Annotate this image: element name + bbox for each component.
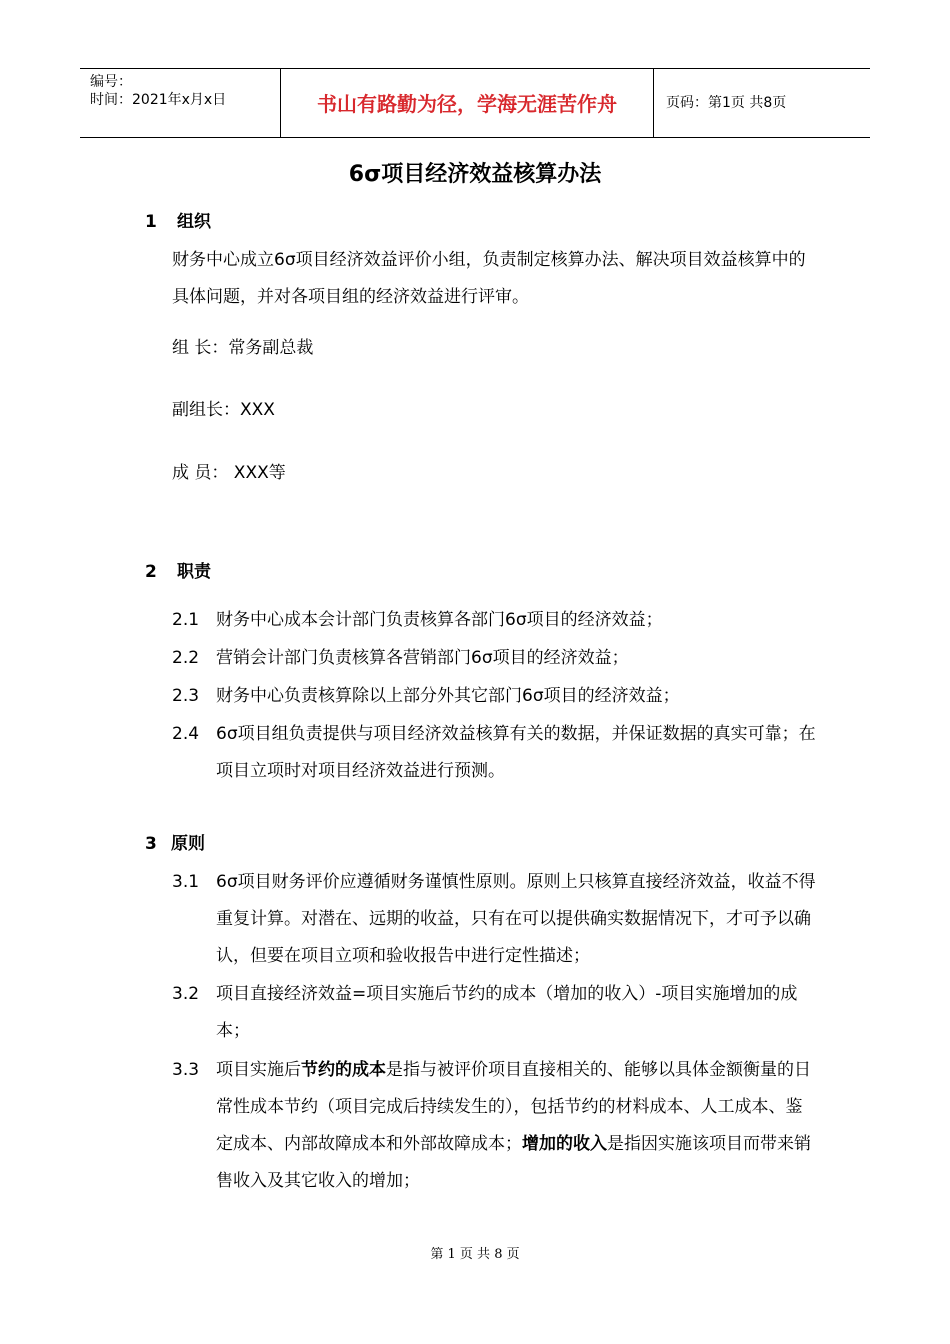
- header-motto-cell: [281, 69, 654, 137]
- list-item: [172, 602, 817, 639]
- list-item: [172, 678, 817, 715]
- item-number: 3.2: [172, 984, 200, 1004]
- text-run: 项目实施后: [216, 1060, 301, 1080]
- section-number: 3: [145, 834, 157, 854]
- document-title: 6σ项目经济效益核算办法: [348, 162, 602, 187]
- header-info-cell: [80, 69, 281, 137]
- leader-line: 组 长：常务副总裁: [172, 338, 314, 358]
- section-title: 原则: [171, 834, 205, 854]
- paragraph: 财务中心成立6σ项目经济效益评价小组，负责制定核算办法、解决项目效益核算中的具体问题，并对各项目组的经济效益进行评审。: [172, 250, 806, 307]
- section-number: 1: [145, 212, 157, 232]
- text-run: 是指因实施该项目而带来销售收入及其它收入的增加；: [216, 1134, 811, 1191]
- item-text: 6σ项目组负责提供与项目经济效益核算有关的数据，并保证数据的真实可靠；在项目立项时对项目经济效益进行预测。: [216, 724, 816, 781]
- item-number: 2.1: [172, 610, 200, 630]
- page-footer: 第 1 页 共 8 页: [430, 1247, 520, 1262]
- item-text: 6σ项目财务评价应遵循财务谨慎性原则。原则上只核算直接经济效益，收益不得重复计算。对潜在、远期的收益，只有在可以提供确实数据情况下，才可予以确认，但要在项目立项和验收报告中进行定性描述；: [216, 872, 816, 966]
- text-run: 是指与被评价项目直接相关的、能够以具体金额衡量的日常性成本节约（项目完成后持续发生的），包括节约的材料成本、人工成本、鉴定成本、内部故障成本和外部故障成本；: [216, 1060, 811, 1154]
- bold-term: 增加的收入: [522, 1134, 607, 1154]
- section-heading: [145, 560, 211, 584]
- vice-leader-line: 副组长：XXX: [172, 400, 275, 420]
- section-heading: [145, 832, 205, 856]
- section-heading: [145, 210, 211, 234]
- item-number: 2.4: [172, 724, 200, 744]
- serial-label: 编号：: [90, 74, 132, 90]
- list-item: [172, 864, 817, 975]
- list-item: [172, 976, 817, 1050]
- item-number: 2.3: [172, 686, 200, 706]
- bold-term: 节约的成本: [301, 1060, 386, 1080]
- section-title: 职责: [177, 562, 211, 582]
- document-header: [80, 68, 870, 138]
- item-number: 3.3: [172, 1060, 200, 1080]
- item-text: 财务中心成本会计部门负责核算各部门6σ项目的经济效益；: [216, 610, 663, 630]
- list-item: [172, 640, 817, 677]
- list-item: [172, 1052, 817, 1200]
- item-text: [216, 1052, 817, 1200]
- page-info: 页码：第1页 共8页: [666, 95, 787, 111]
- item-text: 财务中心负责核算除以上部分外其它部门6σ项目的经济效益；: [216, 686, 680, 706]
- item-text: 项目直接经济效益=项目实施后节约的成本（增加的收入）-项目实施增加的成本；: [216, 984, 798, 1041]
- motto: 书山有路勤为径，学海无涯苦作舟: [317, 92, 617, 116]
- item-text: 营销会计部门负责核算各营销部门6σ项目的经济效益；: [216, 648, 629, 668]
- time-label: 时间：2021年x月x日: [90, 92, 227, 108]
- section-title: 组织: [177, 212, 211, 232]
- list-item: [172, 716, 817, 790]
- item-number: 2.2: [172, 648, 200, 668]
- item-number: 3.1: [172, 872, 200, 892]
- section-number: 2: [145, 562, 157, 582]
- members-line: 成 员： XXX等: [172, 463, 286, 483]
- header-page-cell: [654, 69, 870, 137]
